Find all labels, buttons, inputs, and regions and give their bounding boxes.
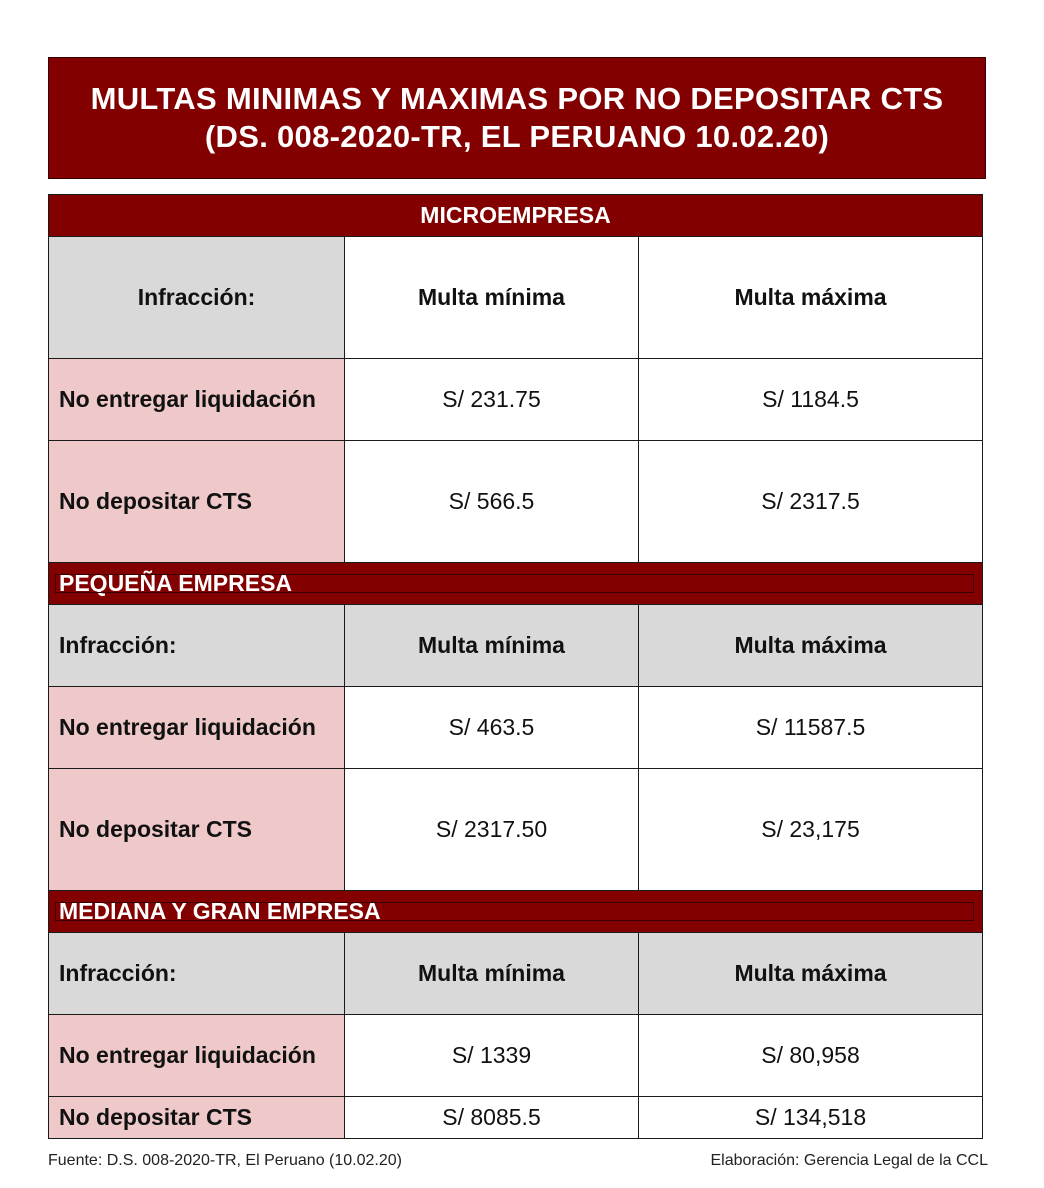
title-line-2: (DS. 008-2020-TR, EL PERUANO 10.02.20) (204, 119, 830, 154)
section-title: MICROEMPRESA (49, 195, 983, 237)
infraction-label: No entregar liquidación (49, 687, 345, 769)
header-infraccion: Infracción: (49, 237, 345, 359)
title-line-1: MULTAS MINIMAS Y MAXIMAS POR NO DEPOSITAR CTS (90, 81, 944, 116)
table-header-row (49, 237, 983, 359)
fine-min: S/ 1339 (345, 1015, 639, 1097)
header-infraccion: Infracción: (49, 605, 345, 687)
fine-max: S/ 134,518 (639, 1097, 983, 1139)
table-header-row (49, 605, 983, 687)
section-title-frame (49, 898, 982, 925)
table-row (49, 687, 983, 769)
header-multa-maxima: Multa máxima (639, 933, 983, 1015)
table-row (49, 441, 983, 563)
infraction-label: No depositar CTS (49, 769, 345, 891)
fine-min: S/ 8085.5 (345, 1097, 639, 1139)
section-header-microempresa (49, 195, 983, 237)
fine-max: S/ 2317.5 (639, 441, 983, 563)
table-row (49, 769, 983, 891)
section-header-pequena-empresa (49, 563, 983, 605)
section-title-cell (49, 563, 983, 605)
infraction-label: No depositar CTS (49, 441, 345, 563)
footer-source: Fuente: D.S. 008-2020-TR, El Peruano (10.02.20) (48, 1152, 402, 1169)
fine-min: S/ 231.75 (345, 359, 639, 441)
infraction-label: No entregar liquidación (49, 359, 345, 441)
section-header-mediana-gran-empresa (49, 891, 983, 933)
footer-credit: Elaboración: Gerencia Legal de la CCL (710, 1152, 988, 1169)
infraction-label: No entregar liquidación (49, 1015, 345, 1097)
table-header-row (49, 933, 983, 1015)
section-title: PEQUEÑA EMPRESA (59, 570, 293, 596)
fine-min: S/ 463.5 (345, 687, 639, 769)
table-row (49, 359, 983, 441)
fine-max: S/ 11587.5 (639, 687, 983, 769)
header-multa-maxima: Multa máxima (639, 605, 983, 687)
table-row (49, 1097, 983, 1139)
section-title-cell (49, 891, 983, 933)
fines-table (48, 194, 983, 1139)
header-multa-maxima: Multa máxima (639, 237, 983, 359)
fine-max: S/ 1184.5 (639, 359, 983, 441)
header-infraccion: Infracción: (49, 933, 345, 1015)
section-title: MEDIANA Y GRAN EMPRESA (59, 898, 381, 924)
fine-max: S/ 23,175 (639, 769, 983, 891)
fine-max: S/ 80,958 (639, 1015, 983, 1097)
section-title-frame (49, 570, 982, 597)
fine-min: S/ 2317.50 (345, 769, 639, 891)
table-row (49, 1015, 983, 1097)
infraction-label: No depositar CTS (49, 1097, 345, 1139)
header-multa-minima: Multa mínima (345, 605, 639, 687)
fine-min: S/ 566.5 (345, 441, 639, 563)
header-multa-minima: Multa mínima (345, 933, 639, 1015)
header-multa-minima: Multa mínima (345, 237, 639, 359)
title-banner (48, 57, 986, 179)
